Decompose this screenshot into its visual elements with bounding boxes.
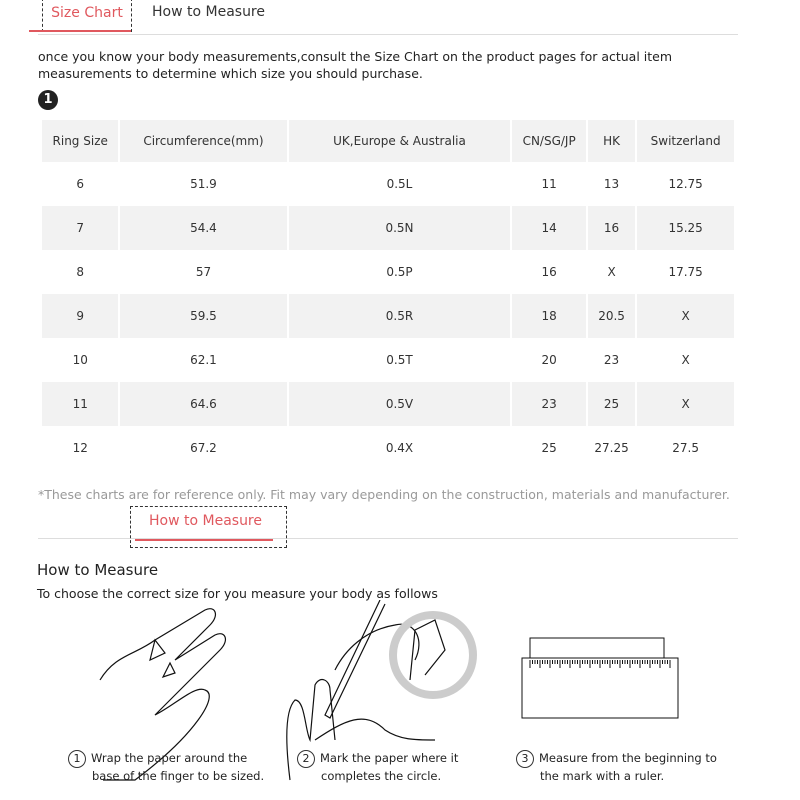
table-cell: 0.5P: [386, 265, 413, 279]
size-chart-table: [40, 120, 736, 470]
table-row: [42, 294, 734, 338]
table-cell: 6: [76, 177, 85, 191]
tab-size-chart[interactable]: Size Chart: [42, 0, 132, 32]
table-cell: 18: [512, 294, 585, 338]
table-cell: 23: [603, 353, 620, 367]
table-cell: 11: [541, 177, 557, 191]
table-cell: 0.5V: [289, 382, 511, 426]
table-cell: 54.4: [120, 206, 286, 250]
section-title: How to Measure: [37, 561, 159, 579]
table-cell: 13: [603, 177, 620, 191]
table-cell: 67.2: [190, 441, 217, 455]
table-cell: 12: [72, 441, 88, 455]
step-2: 2 Mark the paper where it completes the circle.: [297, 750, 458, 784]
table-cell: 10: [72, 353, 88, 367]
table-cell: 64.6: [120, 382, 286, 426]
table-cell: 0.4X: [385, 441, 414, 455]
column-header: Ring Size: [42, 120, 118, 162]
table-row: [42, 206, 734, 250]
table-cell: X: [637, 294, 734, 338]
table-cell: X: [637, 382, 734, 426]
column-header: Circumference(mm): [120, 120, 286, 162]
intro-text: once you know your body measurements,consult the Size Chart on the product pages for actual item measurements to determine which size you should purchase.: [38, 49, 673, 81]
column-header: UK,Europe & Australia: [289, 120, 511, 162]
table-cell: 0.5L: [386, 177, 413, 191]
table-cell: 0.5T: [386, 353, 413, 367]
table-cell: 62.1: [190, 353, 217, 367]
table-cell: 25: [541, 441, 557, 455]
column-header: Switzerland: [637, 120, 734, 162]
disclaimer-note: *These charts are for reference only. Fit may vary depending on the construction, materials and manufacturer.: [38, 487, 730, 502]
table-cell: 14: [512, 206, 585, 250]
table-cell: 7: [42, 206, 118, 250]
table-cell: 57: [195, 265, 212, 279]
table-row: [42, 338, 734, 382]
table-cell: 9: [42, 294, 118, 338]
table-row: [42, 162, 734, 206]
table-row: [42, 250, 734, 294]
tab-how-to-measure-2[interactable]: [130, 506, 287, 548]
step-3: 3 Measure from the beginning to the mark with a ruler.: [516, 750, 717, 784]
table-cell: 25: [588, 382, 635, 426]
table-cell: 0.5R: [289, 294, 511, 338]
tab-bar: [38, 0, 738, 35]
table-cell: 12.75: [668, 177, 703, 191]
column-header: HK: [588, 120, 635, 162]
table-cell: 27.5: [672, 441, 699, 455]
table-cell: 59.5: [120, 294, 286, 338]
table-cell: 17.75: [668, 265, 703, 279]
table-cell: X: [681, 353, 690, 367]
table-cell: 16: [588, 206, 635, 250]
table-cell: 51.9: [190, 177, 217, 191]
table-cell: 27.25: [594, 441, 629, 455]
table-cell: 15.25: [637, 206, 734, 250]
ruler-illustration: [520, 636, 680, 721]
table-cell: 16: [541, 265, 557, 279]
step-badge: 1: [38, 90, 58, 110]
tab-how-to-measure[interactable]: How to Measure: [152, 4, 265, 20]
table-cell: 23: [512, 382, 585, 426]
column-header: CN/SG/JP: [512, 120, 585, 162]
section-subtitle: To choose the correct size for you measure your body as follows: [37, 586, 438, 601]
table-cell: 11: [42, 382, 118, 426]
table-cell: 8: [76, 265, 85, 279]
table-cell: 20: [541, 353, 557, 367]
step-1: 1 Wrap the paper around the base of the finger to be sized.: [68, 750, 264, 784]
table-cell: 0.5N: [289, 206, 511, 250]
table-cell: X: [607, 265, 616, 279]
table-row: [42, 426, 734, 470]
table-row: [42, 382, 734, 426]
table-cell: 20.5: [588, 294, 635, 338]
tab-label: How to Measure: [149, 513, 262, 529]
